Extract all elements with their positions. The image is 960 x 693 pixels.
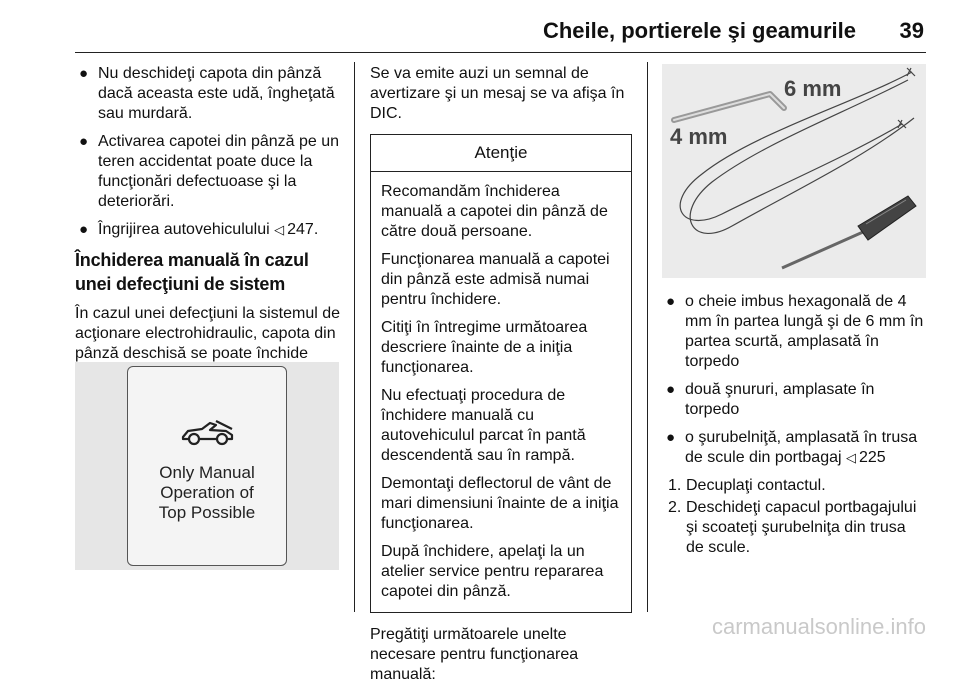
- hex-key-icon: [674, 94, 784, 120]
- watermark: carmanualsonline.info: [711, 614, 926, 639]
- warning-paragraph: Demontaţi deflectorul de vânt de mari dimensiuni înainte de a iniţia funcţionarea.: [381, 475, 619, 532]
- section-heading: Închiderea manuală în cazul unei defecţiuni de sistem: [75, 250, 309, 294]
- list-item: ● Îngrijirea autovehiculului ◁ 247.: [79, 221, 319, 238]
- list-item: ● o cheie imbus hexagonală de 4 mm în partea lungă şi de 6 mm în partea scurtă, amplasată în torpedo: [666, 293, 924, 370]
- list-item: ● Activarea capotei din pânză pe un teren accidentat poate duce la funcţionări defectuoase şi la deteriorări.: [79, 133, 340, 210]
- steps-list: [662, 476, 927, 558]
- step-item: 2. Deschideţi capacul portbagajului şi scoateţi şurubelniţa din trusa de scule.: [668, 499, 917, 556]
- paragraph: Pregătiţi următoarele unelte necesare pentru funcţionarea manuală:: [370, 626, 579, 683]
- label-6mm: 6 mm: [784, 76, 842, 101]
- convertible-car-icon: [180, 417, 236, 447]
- arrow-triangle-icon: ◁: [846, 450, 856, 465]
- warning-paragraph: Citiţi în întregime următoarea descriere înainte de a iniţia funcţionarea.: [381, 319, 588, 376]
- label-4mm: 4 mm: [670, 124, 728, 149]
- warning-paragraph: Funcţionarea manuală a capotei din pânză este admisă numai pentru închidere.: [381, 251, 610, 308]
- warning-box: [370, 134, 632, 613]
- warning-body: [371, 172, 631, 612]
- page-number: 39: [899, 18, 924, 43]
- column-divider-2: [647, 62, 648, 612]
- column-2: [370, 64, 632, 693]
- list-item: ● o şurubelniţă, amplasată în trusa de scule din portbagaj ◁ 225: [666, 429, 918, 466]
- step-item: 1. Decuplaţi contactul.: [668, 477, 826, 494]
- list-item: ● Nu deschideţi capota din pânză dacă aceasta este udă, îngheţată sau murdară.: [79, 65, 335, 122]
- paragraph: Se va emite auzi un semnal de avertizare şi un mesaj se va afişa în DIC.: [370, 65, 625, 122]
- column-divider-1: [354, 62, 355, 612]
- paragraph: În cazul unei defecţiuni la sistemul de acţionare electrohidraulic, capota din pânză deschisă se poate închide: [75, 305, 341, 362]
- warning-paragraph: După închidere, apelaţi la un atelier service pentru repararea capotei din pânză.: [381, 543, 604, 600]
- screwdriver-icon: [782, 196, 916, 268]
- manual-operation-figure: [75, 362, 339, 570]
- list-item: ● două şnururi, amplasate în torpedo: [666, 381, 875, 418]
- tools-figure: [662, 64, 926, 278]
- bullet-list: [662, 292, 927, 468]
- manual-operation-message-panel: [127, 366, 287, 566]
- column-1: [75, 64, 341, 392]
- arrow-triangle-icon: ◁: [274, 222, 285, 237]
- page-ref-link[interactable]: 247: [287, 221, 314, 238]
- warning-paragraph: Recomandăm închiderea manuală a capotei din pânză de către două persoane.: [381, 183, 608, 240]
- warning-title: Atenţie: [371, 135, 631, 172]
- bullet-list: [75, 64, 341, 240]
- chapter-title: Cheile, portierele şi geamurile: [542, 18, 856, 43]
- header-rule: [75, 52, 926, 53]
- page-ref-link[interactable]: 225: [859, 449, 886, 466]
- manual-operation-text: Only Manual Operation of Top Possible: [158, 463, 256, 522]
- page-header: [75, 0, 926, 56]
- warning-paragraph: Nu efectuaţi procedura de închidere manuală cu autovehiculul parcat în pantă descendentă sau în rampă.: [381, 387, 586, 464]
- column-3: [662, 292, 927, 560]
